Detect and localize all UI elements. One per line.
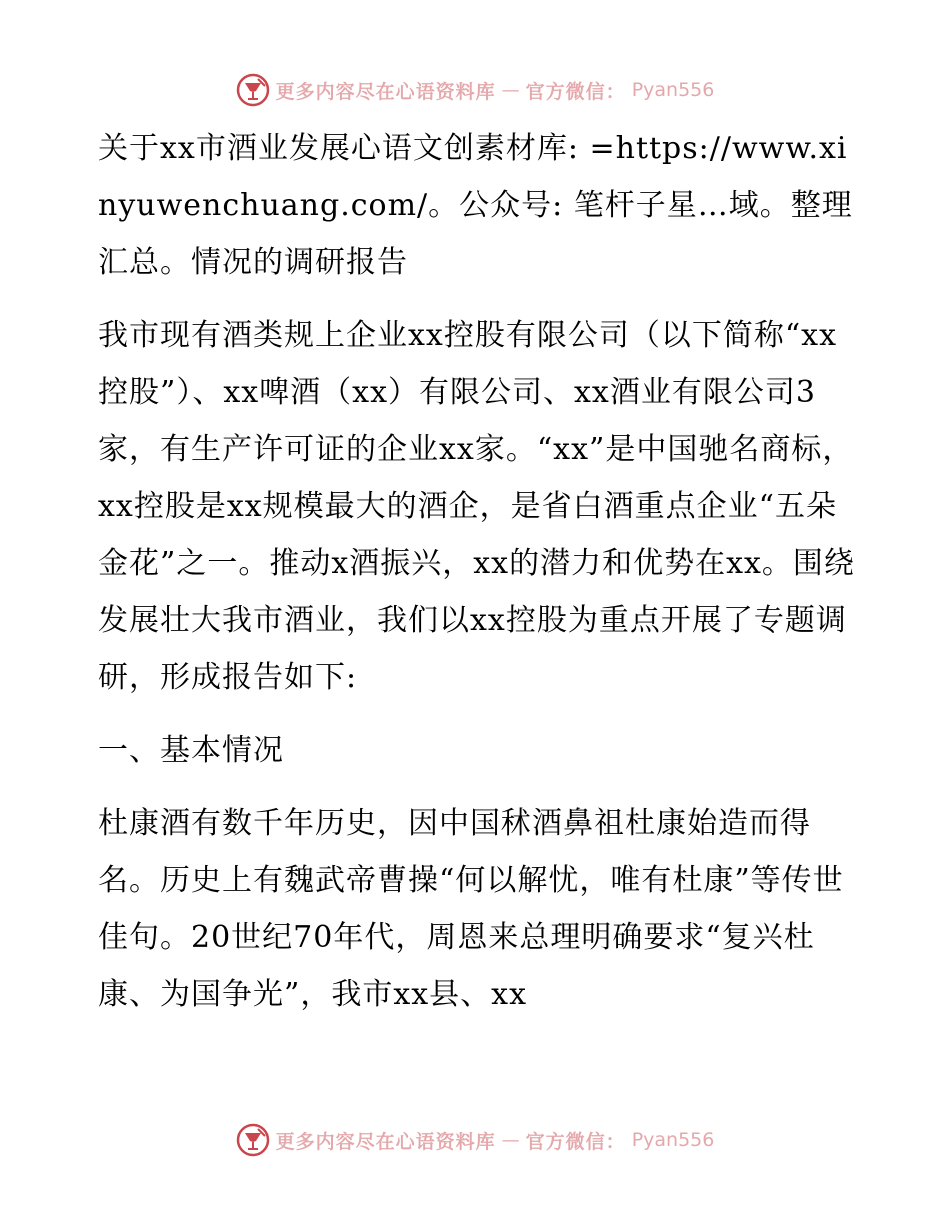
section-heading: 一、基本情况 xyxy=(98,733,284,768)
section-paragraph: 杜康酒有数千年历史，因中国秫酒鼻祖杜康始造而得名。历史上有魏武帝曹操“何以解忧，唯有杜康”等传世佳句。20世纪70年代，周恩来总理明确要求“复兴杜康、为国争光”，我市xx县、xx xyxy=(98,806,844,1012)
watermark-banner-top xyxy=(0,70,950,110)
watermark-dash: — xyxy=(501,1129,520,1151)
document-body xyxy=(98,120,858,1023)
watermark-wechat-id: Pyan556 xyxy=(631,1129,715,1151)
watermark-label: 官方微信： xyxy=(525,80,626,103)
watermark-label: 官方微信： xyxy=(525,1130,626,1153)
intro-paragraph: 我市现有酒类规上企业xx控股有限公司（以下简称“xx控股”）、xx啤酒（xx）有限公司、xx酒业有限公司3家，有生产许可证的企业xx家。“xx”是中国驰名商标，xx控股是xx规模最大的酒企，是省白酒重点企业“五朵金花”之一。推动x酒振兴，xx的潜力和优势在xx。围绕发展壮大我市酒业，我们以xx控股为重点开展了专题调研，形成报告如下: xyxy=(98,318,855,695)
title-paragraph: 关于xx市酒业发展心语文创素材库: =https://www.xinyuwenchuang.com/。公众号: 笔杆子星…域。整理汇总。情况的调研报告 xyxy=(98,131,853,280)
watermark-dash: — xyxy=(501,79,520,101)
watermark-text: 更多内容尽在心语资料库 xyxy=(275,1130,496,1153)
watermark-wechat-id: Pyan556 xyxy=(631,79,715,101)
wine-glass-logo-icon xyxy=(236,1123,270,1157)
wine-glass-logo-icon xyxy=(236,73,270,107)
watermark-banner-bottom xyxy=(0,1120,950,1160)
watermark-text: 更多内容尽在心语资料库 xyxy=(275,80,496,103)
